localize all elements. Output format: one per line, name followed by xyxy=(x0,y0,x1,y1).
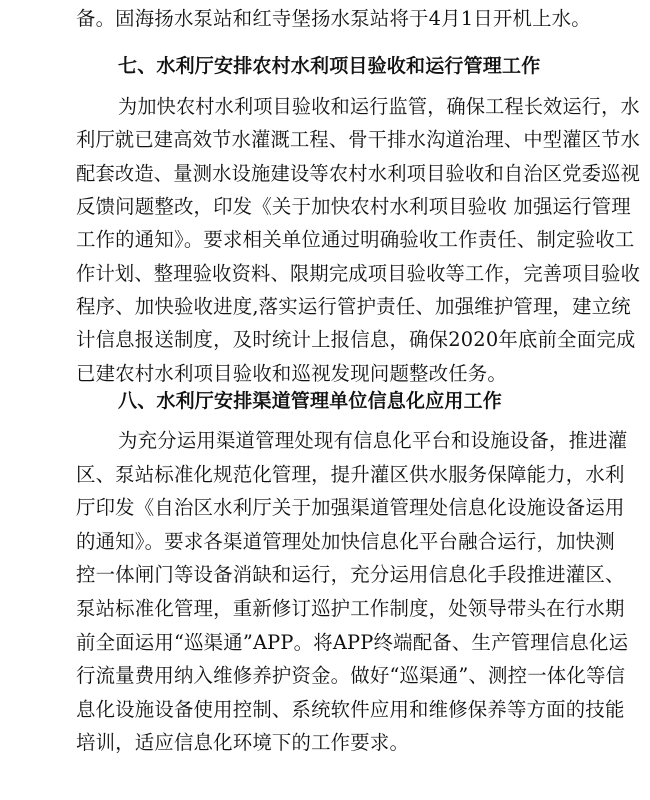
body-line: 控一体闸门等设备消缺和运行，充分运用信息化手段推进灌区、 xyxy=(76,563,625,586)
body-line: 的通知》。要求各渠道管理处加快信息化平台融合运行，加快测 xyxy=(76,530,615,553)
body-line: 行流量费用纳入维修养护资金。做好“巡渠通”、测控一体化等信 xyxy=(76,664,626,687)
body-line: 已建农村水利项目验收和巡视发现问题整改任务。 xyxy=(76,362,507,385)
body-line: 区、泵站标准化规范化管理，提升灌区供水服务保障能力，水利 xyxy=(76,463,625,486)
body-line: 配套改造、量测水设施建设等农村水利项目验收和自治区党委巡视 xyxy=(76,162,641,185)
body-line: 反馈问题整改，印发《关于加快农村水利项目验收 加强运行管理 xyxy=(76,195,631,218)
body-line: 息化设施设备使用控制、系统软件应用和维修保养等方面的技能 xyxy=(76,698,625,721)
body-line: 计信息报送制度，及时统计上报信息，确保2020年底前全面完成 xyxy=(76,328,636,351)
section-heading-7: 七、水利厅安排农村水利项目验收和运行管理工作 xyxy=(118,55,541,77)
body-line: 泵站标准化管理，重新修订巡护工作制度，处领导带头在行水期 xyxy=(76,597,625,620)
body-line: 备。固海扬水泵站和红寺堡扬水泵站将于4月1日开机上水。 xyxy=(76,7,591,30)
body-line: 前全面运用“巡渠通”APP。将APP终端配备、生产管理信息化运 xyxy=(76,631,629,654)
body-line: 为充分运用渠道管理处现有信息化平台和设施设备，推进灌 xyxy=(118,429,628,452)
body-line: 培训，适应信息化环境下的工作要求。 xyxy=(76,731,410,754)
body-line: 厅印发《自治区水利厅关于加强渠道管理处信息化设施设备运用 xyxy=(76,496,625,519)
body-line: 作计划、整理验收资料、限期完成项目验收等工作，完善项目验收 xyxy=(76,262,641,285)
section-heading-8: 八、水利厅安排渠道管理单位信息化应用工作 xyxy=(118,390,503,412)
body-line: 为加快农村水利项目验收和运行监管，确保工程长效运行，水 xyxy=(118,95,640,118)
body-line: 程序、加快验收进度,落实运行管护责任、加强维护管理，建立统 xyxy=(76,295,631,318)
body-line: 利厅就已建高效节水灌溉工程、骨干排水沟道治理、中型灌区节水 xyxy=(76,128,641,151)
body-line: 工作的通知》。要求相关单位通过明确验收工作责任、制定验收工 xyxy=(76,228,635,251)
